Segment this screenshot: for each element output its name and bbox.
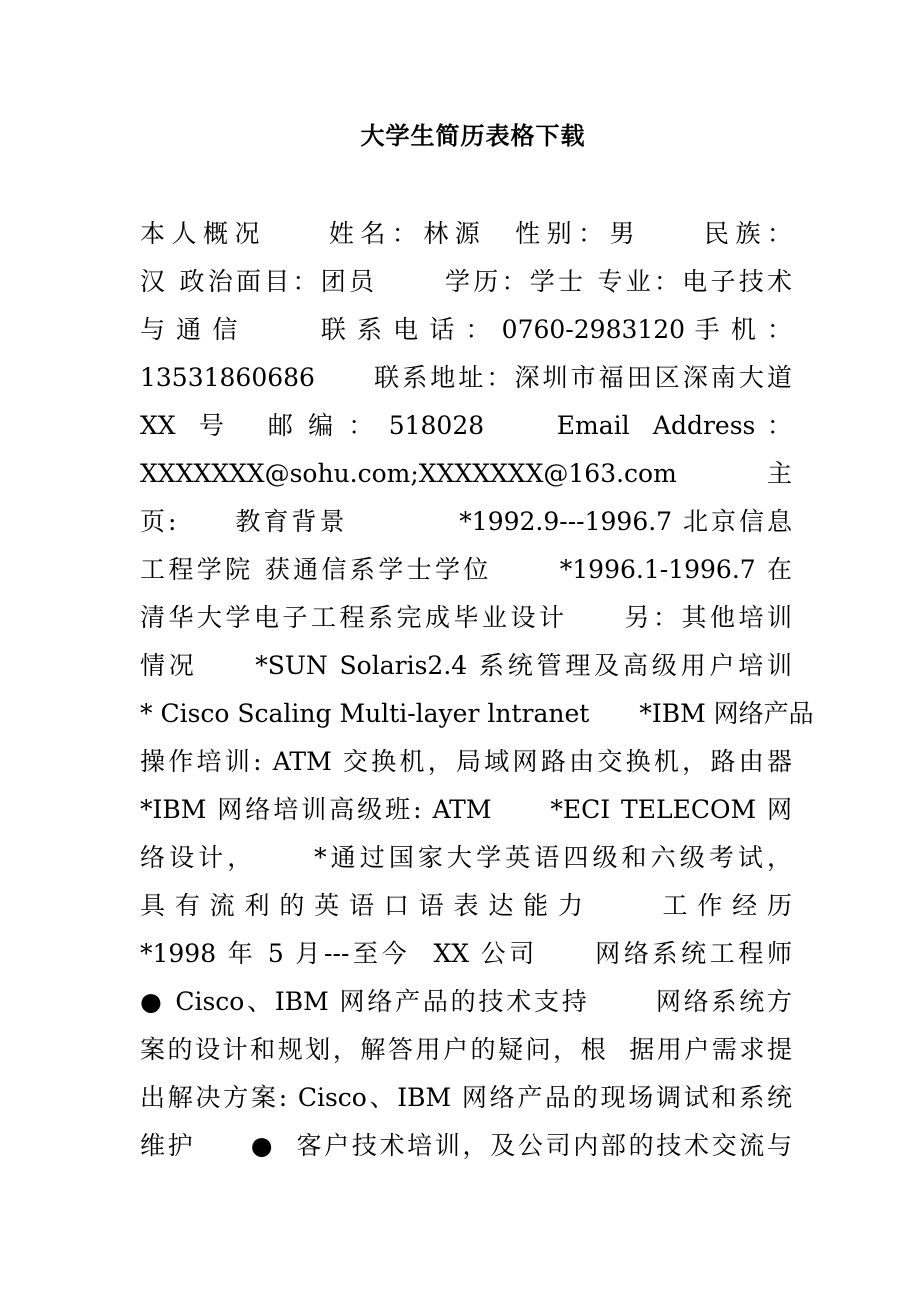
- document-title: 大学生简历表格下载: [360, 121, 586, 150]
- body-line-11: * Cisco Scaling Multi-layer lntranet *IBM 网络产品: [140, 699, 814, 728]
- body-line-2: 汉 政治面目：团员 学历：学士 专业：电子技术: [140, 267, 792, 296]
- body-line-7: 页: 教育背景 *1992.9---1996.7 北京信息: [140, 507, 792, 536]
- body-line-15: 具 有 流 利 的 英 语 口 语 表 达 能 力 工 作 经 历: [140, 891, 792, 920]
- body-line-14: 络设计， *通过国家大学英语四级和六级考试，: [140, 843, 792, 872]
- body-line-20: 维护 ● 客户技术培训，及公司内部的技术交流与: [140, 1131, 792, 1160]
- body-line-19: 出解决方案: Cisco、IBM 网络产品的现场调试和系统: [140, 1083, 792, 1112]
- body-line-9: 清华大学电子工程系完成毕业设计 另：其他培训: [140, 603, 792, 632]
- body-line-3: 与 通 信 联 系 电 话 ： 0760-2983120 手 机 ：: [140, 315, 792, 344]
- body-line-5: XX 号 邮 编 ： 518028 Email Address ：: [140, 411, 792, 440]
- body-line-6: XXXXXXX@sohu.com;XXXXXXX@163.com 主: [140, 459, 792, 488]
- body-line-10: 情况 *SUN Solaris2.4 系统管理及高级用户培训: [140, 651, 792, 680]
- body-line-8: 工程学院 获通信系学士学位 *1996.1-1996.7 在: [140, 555, 792, 584]
- body-line-18: 案的设计和规划，解答用户的疑问，根 据用户需求提: [140, 1035, 792, 1064]
- resume-body: [140, 210, 814, 1170]
- body-line-12: 操作培训: ATM 交换机，局域网路由交换机，路由器: [140, 747, 792, 776]
- body-line-4: 13531860686 联系地址：深圳市福田区深南大道: [140, 363, 792, 392]
- body-line-17: ● Cisco、IBM 网络产品的技术支持 网络系统方: [140, 987, 792, 1016]
- body-line-13: *IBM 网络培训高级班: ATM *ECI TELECOM 网: [140, 795, 792, 824]
- body-line-1: 本人概况 姓名：林源 性别：男 民族：: [140, 219, 792, 248]
- body-line-16: *1998 年 5 月---至今 XX 公司 网络系统工程师: [140, 939, 792, 968]
